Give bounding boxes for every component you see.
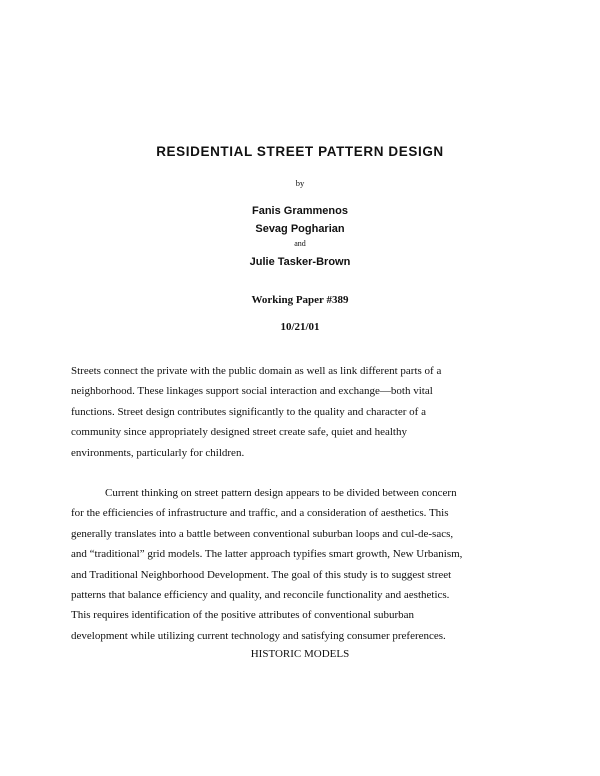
author-name: Fanis Grammenos	[252, 205, 348, 217]
working-paper-number: Working Paper #389	[251, 294, 349, 306]
paper-title: RESIDENTIAL STREET PATTERN DESIGN	[156, 144, 444, 159]
text-line: functions. Street design contributes significantly to the quality and character of a	[71, 405, 426, 418]
text-line: community since appropriately designed street create safe, quiet and healthy	[71, 426, 407, 439]
by-line: by	[295, 178, 305, 188]
text-line: and Traditional Neighborhood Development. The goal of this study is to suggest street	[71, 568, 452, 581]
text-line: patterns that balance efficiency and quality, and reconcile functionality and aesthetics.	[71, 588, 450, 601]
text-line: development while utilizing current technology and satisfying consumer preferences.	[71, 629, 446, 642]
section-heading: HISTORIC MODELS	[250, 648, 350, 660]
paragraph-2	[71, 483, 531, 646]
author-name: Julie Tasker-Brown	[249, 256, 351, 268]
paragraph-1	[71, 361, 531, 463]
text-line: This requires identification of the positive attributes of conventional suburban	[71, 609, 415, 622]
text-line: environments, particularly for children.	[71, 446, 245, 459]
paper-date: 10/21/01	[280, 321, 320, 333]
text-line: neighborhood. These linkages support social interaction and exchange—both vital	[71, 385, 433, 398]
author-name: Sevag Pogharian	[255, 223, 345, 235]
text-line: generally translates into a battle between conventional suburban loops and cul-de-sacs,	[71, 527, 454, 540]
text-line: Current thinking on street pattern design appears to be divided between concern	[105, 487, 457, 499]
text-line: and “traditional” grid models. The latter approach typifies smart growth, New Urbanism,	[71, 548, 463, 561]
text-line: for the efficiencies of infrastructure and traffic, and a consideration of aesthetics. This	[71, 507, 449, 520]
text-line: Streets connect the private with the public domain as well as link different parts of a	[71, 365, 442, 377]
author-conjunction: and	[294, 239, 306, 248]
